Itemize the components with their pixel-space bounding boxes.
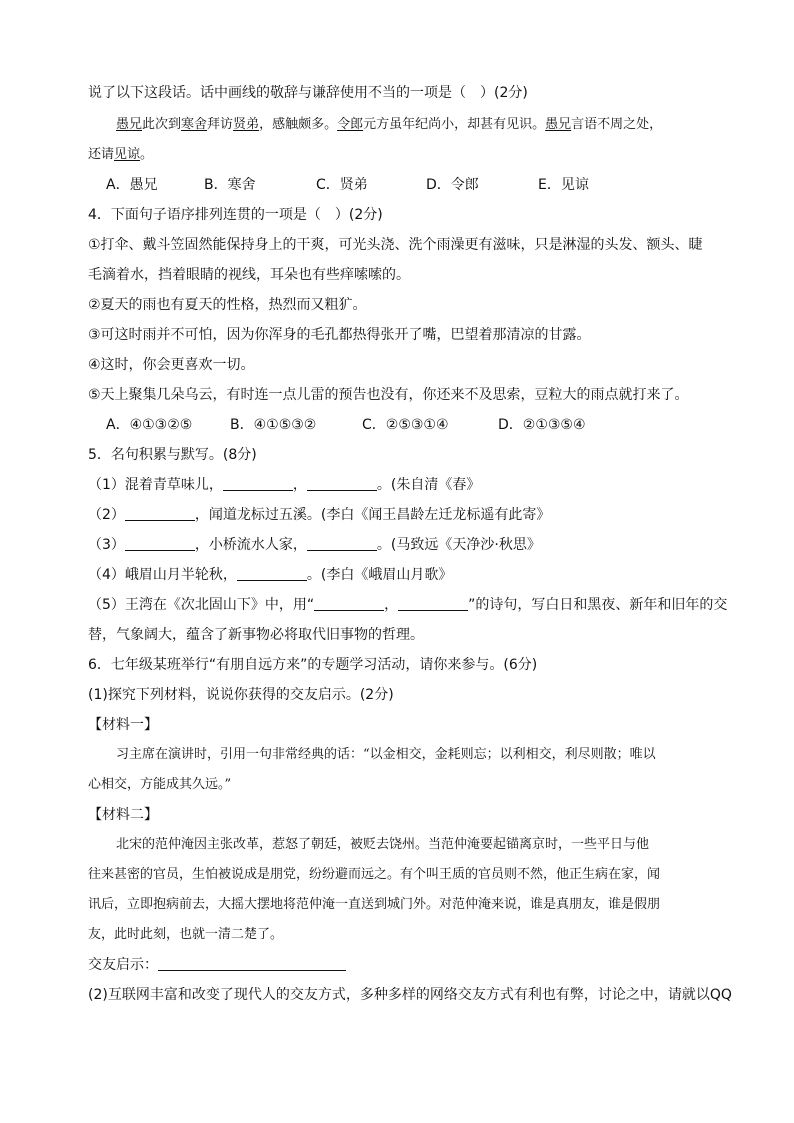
q5-item-1: （1）混着青草味儿， ， 。(朱自清《春》 xyxy=(88,470,710,500)
q4-sentence-1b: 毛滴着水，挡着眼睛的视线，耳朵也有些痒嗦嗦的。 xyxy=(88,267,410,283)
option-b[interactable]: B．寒舍 xyxy=(204,177,256,193)
option-d[interactable]: D．②①③⑤④ xyxy=(498,417,586,433)
q6-sub1: (1)探究下列材料，说说你获得的交友启示。(2分) xyxy=(88,687,394,703)
material-2-line1: 北宋的范仲淹因主张改革，惹怒了朝廷，被贬去饶州。当范仲淹要起锚离京时，一些平日与他 xyxy=(116,837,650,852)
q5-stem: 5．名句积累与默写。(8分) xyxy=(88,447,257,463)
answer-blank[interactable] xyxy=(125,502,195,521)
q3-quote-line2: 还请见谅。 xyxy=(88,147,154,162)
answer-blank[interactable] xyxy=(223,472,293,491)
q4-options xyxy=(88,410,710,440)
underlined-word: 见谅 xyxy=(114,147,141,162)
option-a[interactable]: A．愚兄 xyxy=(106,177,158,193)
underlined-word: 愚兄 xyxy=(545,117,572,132)
material-1-title: 【材料一】 xyxy=(88,717,158,733)
answer-blank[interactable] xyxy=(307,472,377,491)
option-e[interactable]: E．见谅 xyxy=(538,177,589,193)
q6-sub2: (2)互联网丰富和改变了现代人的交友方式，多种多样的网络交友方式有利也有弊，讨论之中，请就以QQ xyxy=(88,987,732,1003)
q4-sentence-5: ⑤天上聚集几朵乌云，有时连一点儿雷的预告也没有，你还来不及思索，豆粒大的雨点就打来了。 xyxy=(88,387,689,403)
q4-sentence-1a: ①打伞、戴斗笠固然能保持身上的干爽，可光头浇、洗个雨澡更有滋味，只是淋湿的头发、额头、睫 xyxy=(88,237,703,253)
exam-page xyxy=(88,78,732,1010)
q4-sentence-3: ③可这时雨并不可怕，因为你浑身的毛孔都热得张开了嘴，巴望着那清凉的甘露。 xyxy=(88,327,591,343)
material-2-line4: 友，此时此刻，也就一清二楚了。 xyxy=(88,927,284,942)
option-c[interactable]: C．②⑤③①④ xyxy=(362,417,449,433)
q4-sentence-2: ②夏天的雨也有夏天的性格，热烈而又粗犷。 xyxy=(88,297,367,313)
q3-stem: 说了以下这段话。话中画线的敬辞与谦辞使用不当的一项是（ ）(2分) xyxy=(88,85,528,101)
answer-blank[interactable] xyxy=(314,592,384,611)
answer-blank[interactable] xyxy=(237,562,307,581)
underlined-word: 寒舍 xyxy=(181,117,208,132)
q5-item-2: （2） ，闻道龙标过五溪。(李白《闻王昌龄左迁龙标遥有此寄》 xyxy=(88,500,710,530)
q6-stem: 6．七年级某班举行“有朋自远方来”的专题学习活动，请你来参与。(6分) xyxy=(88,657,538,673)
option-c[interactable]: C．贤弟 xyxy=(316,177,368,193)
q4-sentence-4: ④这时，你会更喜欢一切。 xyxy=(88,357,255,373)
q6-answer-line: 交友启示： xyxy=(88,950,710,980)
material-2-line3: 讯后，立即抱病前去，大摇大摆地将范仲淹一直送到城门外。对范仲淹来说，谁是真朋友，谁是假朋 xyxy=(88,897,661,912)
underlined-word: 令郎 xyxy=(337,117,364,132)
q5-item-3: （3） ，小桥流水人家， 。(马致远《天净沙·秋思》 xyxy=(88,530,710,560)
underlined-word: 愚兄 xyxy=(116,117,143,132)
q5-item-5-cont: 替，气象阔大，蕴含了新事物必将取代旧事物的哲理。 xyxy=(88,627,424,643)
material-2-title: 【材料二】 xyxy=(88,807,158,823)
q3-options xyxy=(88,170,710,200)
material-2-line2: 往来甚密的官员，生怕被说成是朋党，纷纷避而远之。有个叫王质的官员则不然，他正生病在家，闻 xyxy=(88,867,661,882)
material-1-line2: 心相交，方能成其久远。” xyxy=(88,777,232,792)
q3-quote-line1: 愚兄此次到寒舍拜访贤弟，感触颇多。令郎元方虽年纪尚小，却甚有见识。愚兄言语不周之处， xyxy=(116,117,663,132)
material-1-line1: 习主席在演讲时，引用一句非常经典的话：“以金相交，金耗则忘；以利相交，利尽则散；唯以 xyxy=(116,747,656,762)
q5-item-4: （4）峨眉山月半轮秋， 。(李白《峨眉山月歌》 xyxy=(88,560,710,590)
option-b[interactable]: B．④①⑤③② xyxy=(230,417,317,433)
q4-stem: 4．下面句子语序排列连贯的一项是（ ）(2分) xyxy=(88,207,383,223)
q5-item-5: （5）王湾在《次北固山下》中，用“ ， ”的诗句，写白日和黑夜、新年和旧年的交 xyxy=(88,590,710,620)
option-d[interactable]: D．令郎 xyxy=(426,177,479,193)
option-a[interactable]: A．④①③②⑤ xyxy=(106,417,193,433)
answer-blank[interactable] xyxy=(398,592,468,611)
answer-blank[interactable] xyxy=(307,532,377,551)
answer-blank[interactable] xyxy=(125,532,195,551)
answer-blank[interactable] xyxy=(158,952,346,971)
underlined-word: 贤弟 xyxy=(233,117,260,132)
